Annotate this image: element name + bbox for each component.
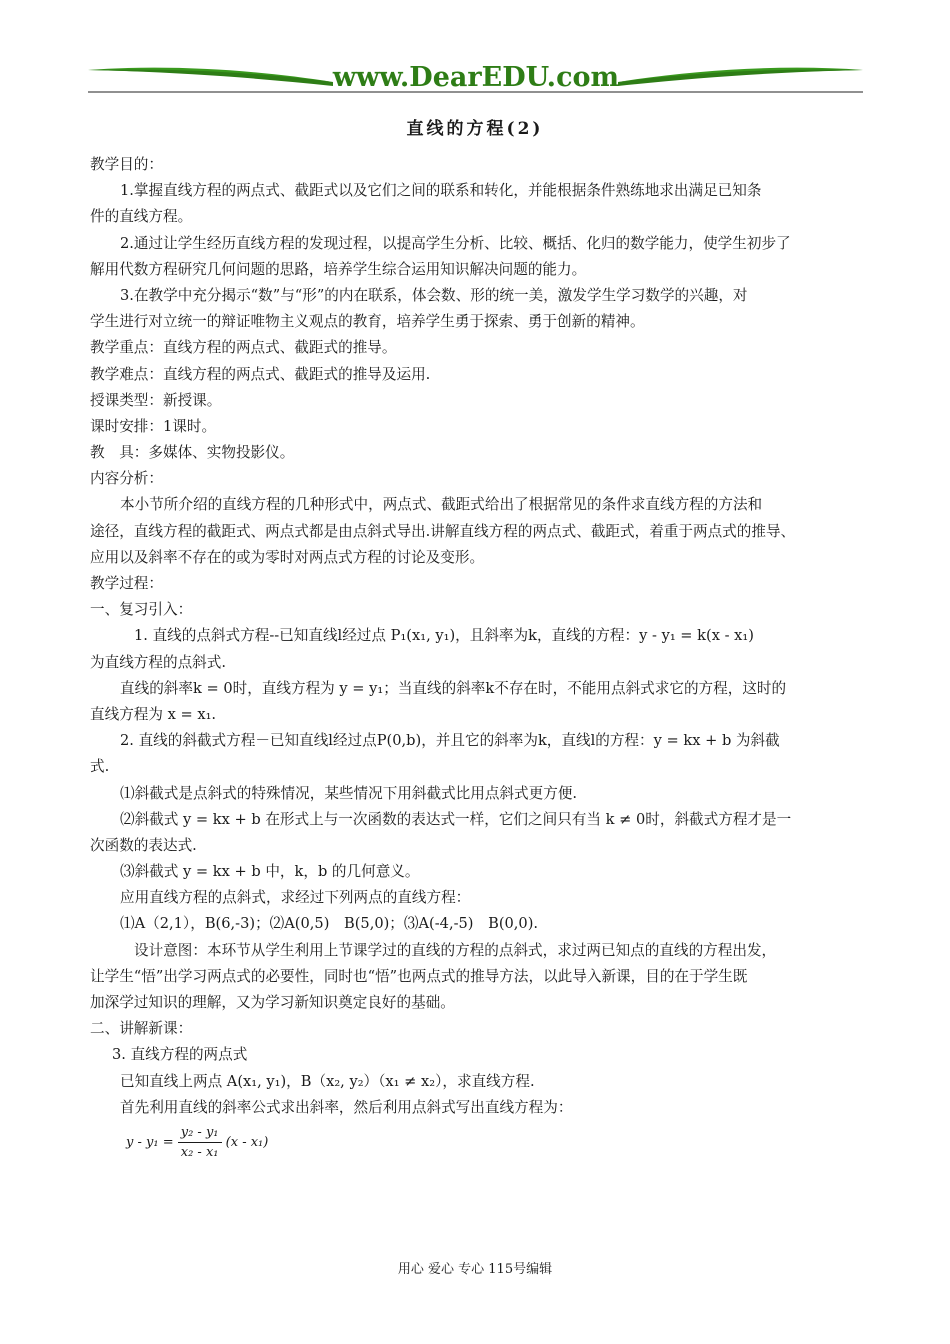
formula-fraction: [178, 1125, 222, 1160]
text-line: 已知直线上两点 A(x₁, y₁)，B（x₂, y₂）（x₁ ≠ x₂），求直线方程.: [120, 1072, 535, 1090]
text-line: 1. 直线的点斜式方程--已知直线l经过点 P₁(x₁, y₁)，且斜率为k，直线的方程：y - y₁ = k(x - x₁): [134, 627, 754, 645]
text-line: 教学重点：直线方程的两点式、截距式的推导。: [90, 339, 397, 357]
text-line: 课时安排：1课时。: [90, 417, 217, 435]
text-line: 应用以及斜率不存在的或为零时对两点式方程的讨论及变形。: [90, 548, 485, 566]
text-line: 直线的斜率k = 0时，直线方程为 y = y₁；当直线的斜率k不存在时，不能用点斜式求它的方程，这时的: [120, 679, 787, 697]
text-line: 3.在教学中充分揭示“数”与“形”的内在联系，体会数、形的统一美，激发学生学习数学的兴趣，对: [120, 286, 748, 304]
text-line: 件的直线方程。: [90, 208, 193, 226]
site-brand-logo: www.DearEDU.com: [332, 62, 620, 93]
text-line: 直线方程为 x = x₁.: [90, 705, 217, 723]
text-line: 设计意图：本环节从学生利用上节课学过的直线的方程的点斜式，求过两已知点的直线的方程出发，: [134, 941, 777, 959]
text-line: 解用代数方程研究几何问题的思路，培养学生综合运用知识解决问题的能力。: [90, 260, 587, 278]
text-line: 教学过程：: [90, 575, 163, 592]
formula-denominator: x₂ - x₁: [180, 1145, 219, 1160]
text-line: 二、讲解新课：: [90, 1020, 193, 1038]
text-line: 途径，直线方程的截距式、两点式都是由点斜式导出.讲解直线方程的两点式、截距式，着重于两点式的推导、: [90, 522, 796, 540]
text-line: 3. 直线方程的两点式: [112, 1046, 248, 1064]
text-line: 教学难点：直线方程的两点式、截距式的推导及运用.: [90, 365, 431, 383]
text-line: 教 具：多媒体、实物投影仪。: [90, 444, 295, 462]
formula-lhs: y - y₁ =: [126, 1135, 174, 1150]
text-line: 式.: [90, 758, 110, 776]
two-point-formula: [126, 1125, 268, 1160]
text-line: 首先利用直线的斜率公式求出斜率，然后利用点斜式写出直线方程为：: [120, 1098, 573, 1116]
text-line: 教学目的：: [90, 156, 163, 173]
text-line: 应用直线方程的点斜式，求经过下列两点的直线方程：: [120, 889, 471, 907]
text-line: ⑴斜截式是点斜式的特殊情况，某些情况下用斜截式比用点斜式更方便.: [120, 784, 578, 802]
document-body: [90, 152, 865, 1121]
text-line: ⑵斜截式 y = kx + b 在形式上与一次函数的表达式一样，它们之间只有当 k ≠ 0时，斜截式方程才是一: [120, 810, 792, 828]
text-line: ⑴A（2,1），B(6,-3)；⑵A(0,5) B(5,0)；⑶A(-4,-5) B(0,0).: [120, 915, 539, 933]
text-line: 2. 直线的斜截式方程－已知直线l经过点P(0,b)，并且它的斜率为k，直线l的方程：y = kx + b 为斜截: [120, 732, 780, 750]
text-line: 授课类型：新授课。: [90, 391, 222, 409]
document-title: 直线的方程(2): [406, 119, 544, 139]
formula-numerator: y₂ - y₁: [178, 1125, 222, 1143]
text-line: 学生进行对立统一的辩证唯物主义观点的教育，培养学生勇于探索、勇于创新的精神。: [90, 313, 645, 331]
text-line: 让学生“悟”出学习两点式的必要性，同时也“悟”也两点式的推导方法，以此导入新课，目的在于学生既: [90, 967, 748, 985]
text-line: 1.掌握直线方程的两点式、截距式以及它们之间的联系和转化，并能根据条件熟练地求出满足已知条: [120, 182, 762, 200]
site-banner: [88, 58, 863, 100]
text-line: 加深学过知识的理解，又为学习新知识奠定良好的基础。: [90, 994, 455, 1011]
formula-rhs: (x - x₁): [225, 1135, 269, 1150]
text-line: 内容分析：: [90, 470, 163, 488]
text-line: 次函数的表达式.: [90, 836, 197, 854]
text-line: 2.通过让学生经历直线方程的发现过程，以提高学生分析、比较、概括、化归的数学能力，使学生初步了: [120, 234, 791, 252]
page-footer: 用心 爱心 专心 115号编辑: [397, 1262, 553, 1277]
text-line: 为直线方程的点斜式.: [90, 653, 226, 671]
text-line: 一、复习引入：: [90, 601, 193, 619]
text-line: 本小节所介绍的直线方程的几种形式中，两点式、截距式给出了根据常见的条件求直线方程的方法和: [120, 496, 763, 514]
text-line: ⑶斜截式 y = kx + b 中，k，b 的几何意义。: [120, 863, 420, 881]
